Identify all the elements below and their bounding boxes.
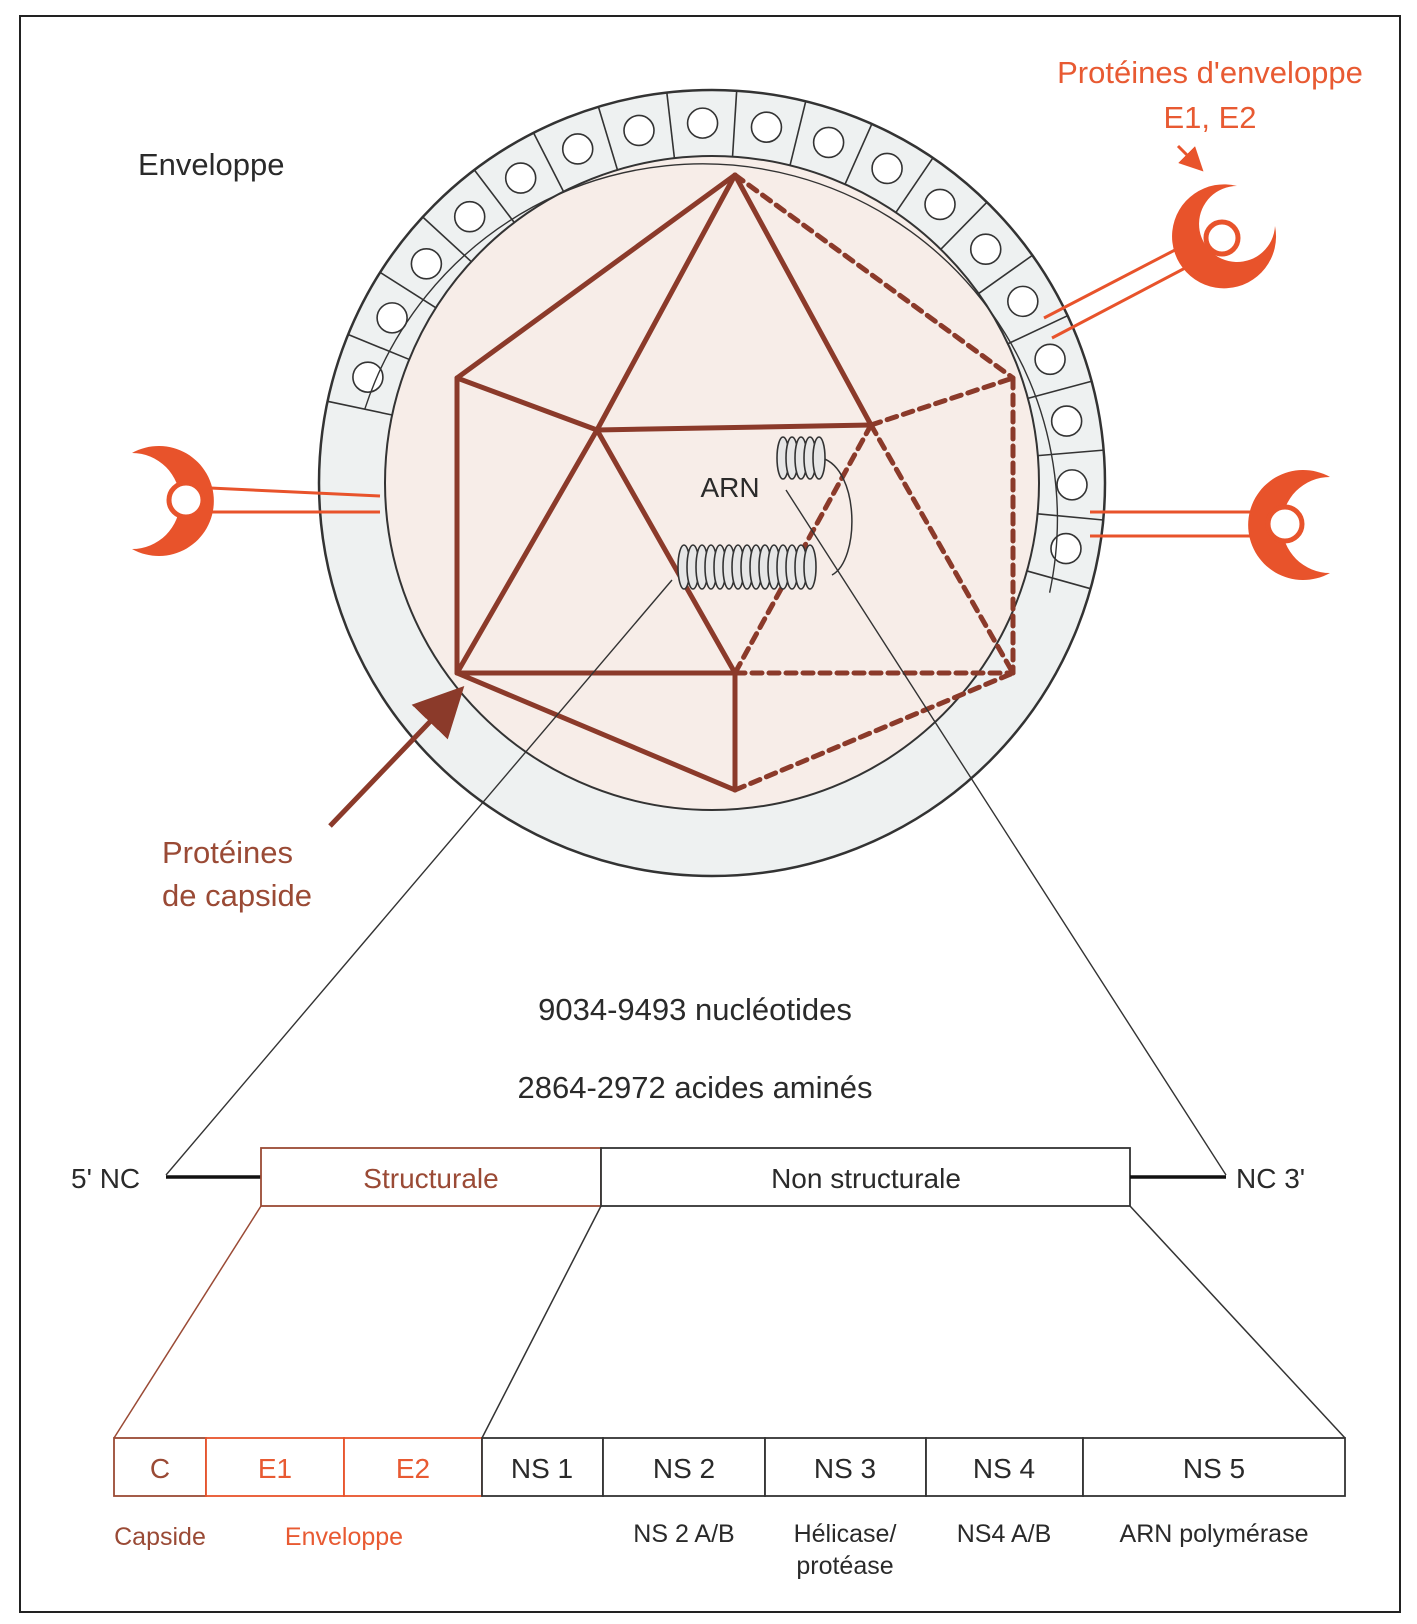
capsid-proteins-arrow [330,704,447,826]
membrane-unit [506,163,536,193]
protein-ns5-label: NS 5 [1182,1453,1246,1484]
genome-bar [71,1148,1305,1206]
envelope-protein-top-right [1044,184,1276,338]
rna-loop [813,437,825,479]
structural-label: Structurale [363,1163,499,1194]
membrane-unit [925,189,955,219]
enveloppe-sublabel: Enveloppe [284,1523,404,1551]
non-structural-label: Non structurale [771,1163,961,1194]
membrane-unit [455,202,485,232]
protein-ns4-label: NS 4 [972,1453,1036,1484]
membrane-unit [814,127,844,157]
expansion-lines [114,1206,1345,1438]
protein-map [114,1438,1345,1496]
amino-acids-label: 2864-2972 acides aminés [517,1070,873,1105]
membrane-unit [563,134,593,164]
ns3-sublabel-line1: Hélicase/ [793,1520,897,1548]
envelope-proteins-label-line2: E1, E2 [1163,100,1257,135]
membrane-unit [872,153,902,183]
protein-c-label: C [149,1453,171,1484]
protein-e1-label: E1 [257,1453,293,1484]
membrane-unit [688,108,718,138]
five-prime-label: 5' NC [71,1163,141,1194]
ns4-sublabel: NS4 A/B [956,1520,1052,1548]
envelope-protein-right [1090,470,1330,580]
protein-e2-label: E2 [395,1453,431,1484]
capsid-proteins-label-line2: de capside [162,878,312,913]
nucleotides-label: 9034-9493 nucléotides [538,992,852,1027]
protein-ns1-label: NS 1 [510,1453,574,1484]
capsid-proteins-label-line1: Protéines [162,835,293,870]
envelope-label: Enveloppe [138,147,285,182]
membrane-unit [624,115,654,145]
envelope-proteins-arrow [1178,146,1195,163]
protein-ns3-label: NS 3 [813,1453,877,1484]
ns5-sublabel: ARN polymérase [1119,1520,1309,1548]
three-prime-label: NC 3' [1236,1163,1306,1194]
membrane-unit [1052,406,1082,436]
envelope-proteins-label-line1: Protéines d'enveloppe [1057,55,1363,90]
ns3-sublabel-line2: protéase [796,1552,894,1580]
membrane-unit [971,234,1001,264]
ns2-sublabel: NS 2 A/B [633,1520,735,1548]
capside-sublabel: Capside [114,1523,206,1551]
membrane-unit [411,249,441,279]
membrane-unit [1035,344,1065,374]
protein-sublabels [114,1520,1308,1580]
protein-ns2-label: NS 2 [652,1453,716,1484]
membrane-unit [353,362,383,392]
rna-loop [804,545,816,589]
membrane-unit [1057,470,1087,500]
rna-label: ARN [700,472,760,503]
membrane-unit [751,112,781,142]
membrane-unit [1008,286,1038,316]
